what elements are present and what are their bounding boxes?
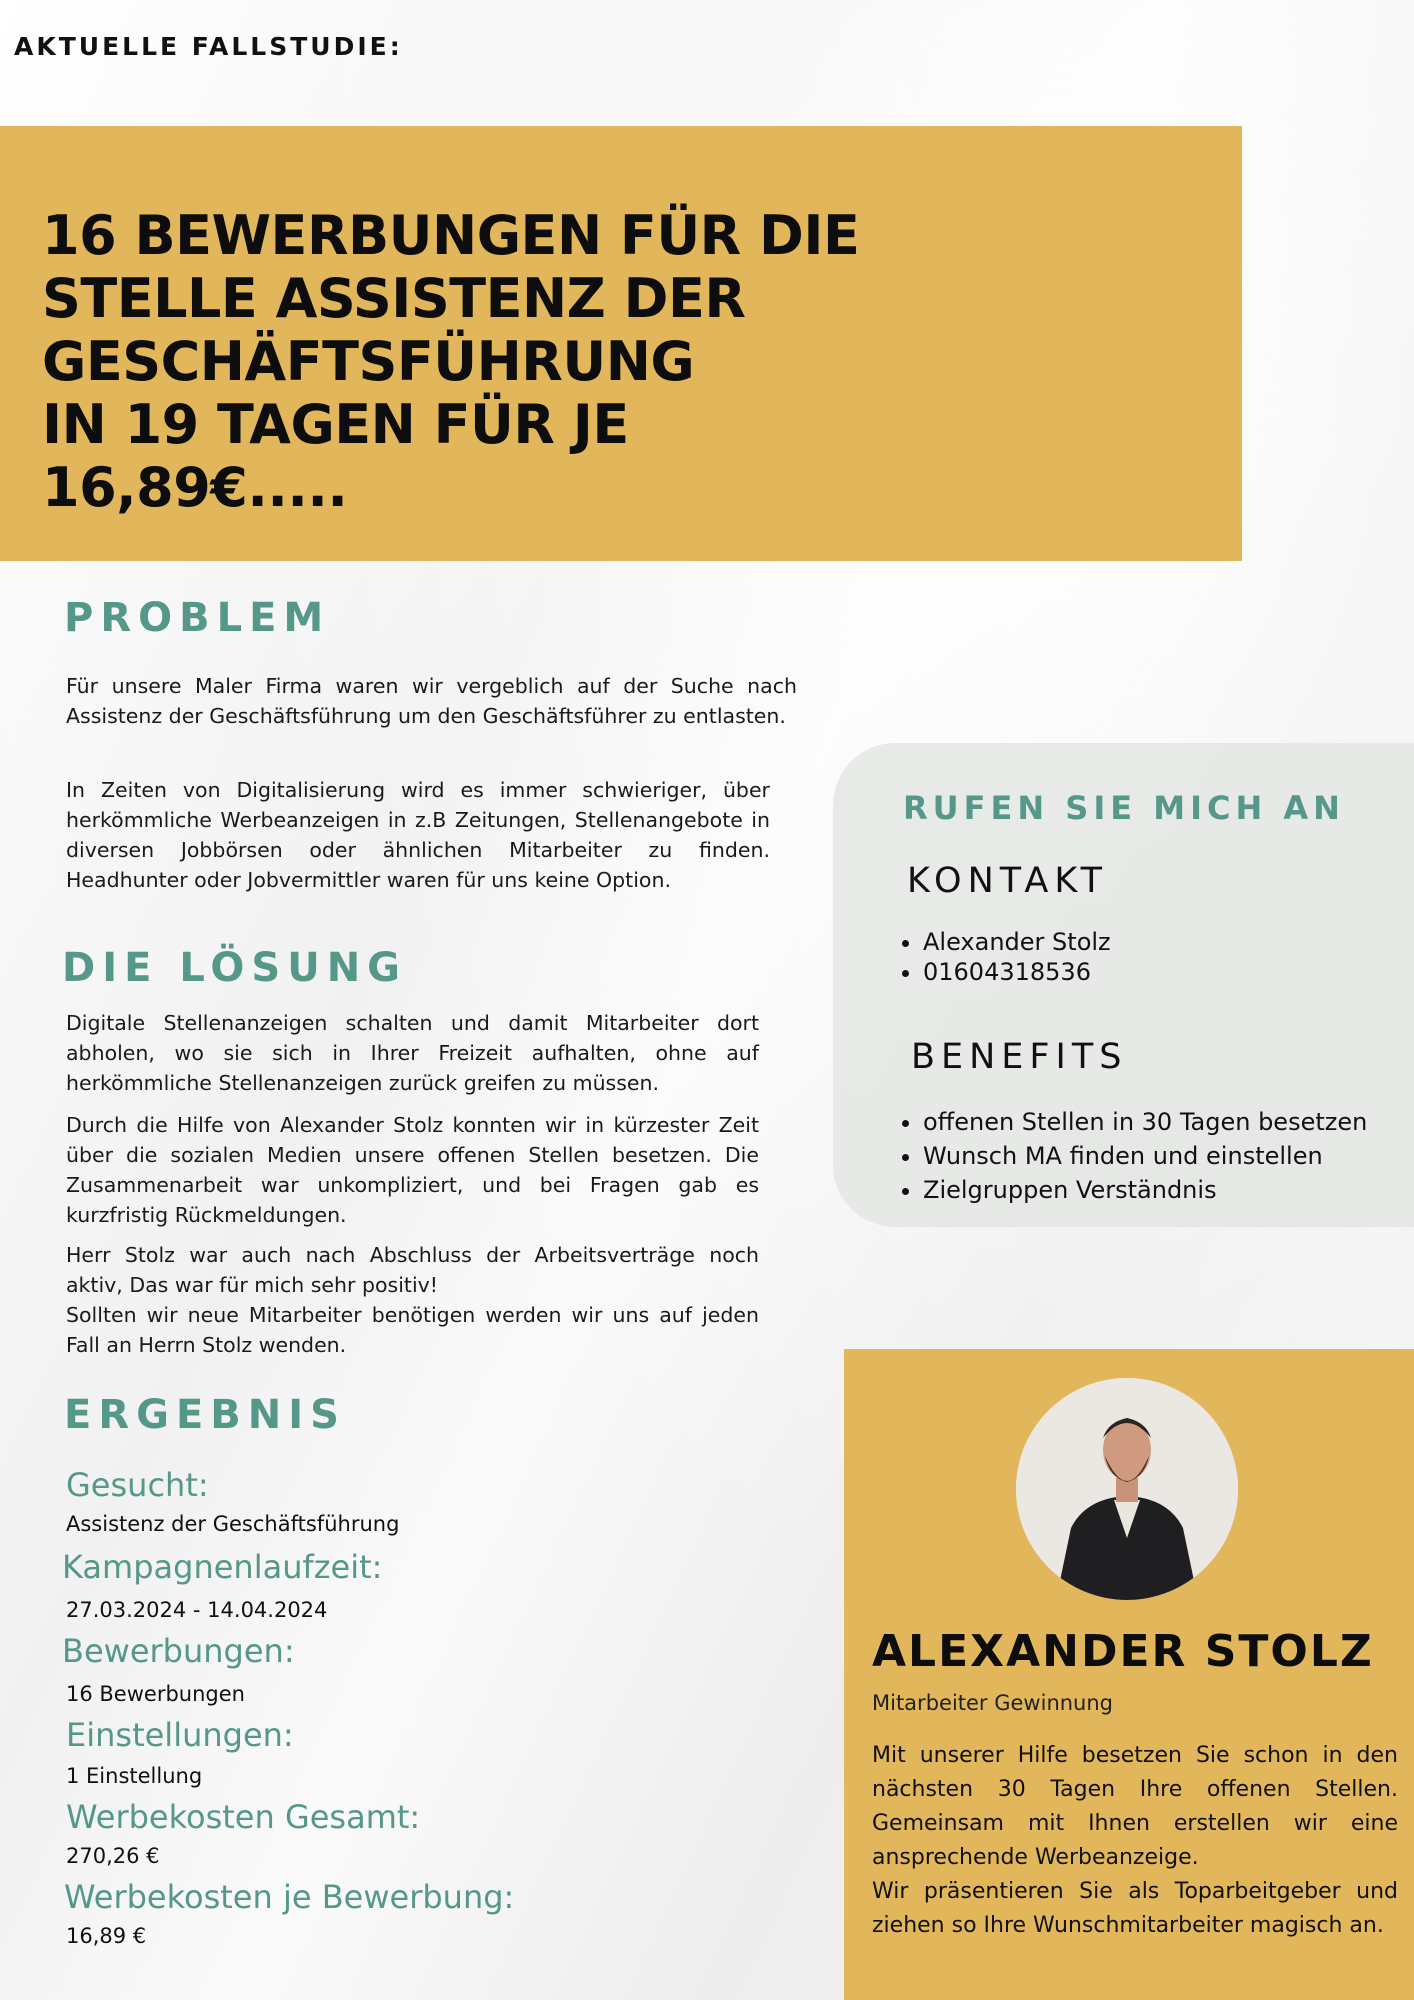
result-heading: ERGEBNIS bbox=[64, 1392, 346, 1438]
solution-paragraph-1: Digitale Stellenanzeigen schalten und damit Mitarbeiter dort abholen, wo sie sich in Ihrer Freizeit aufhalten, ohne auf herkömmliche Stellenanzeigen zurück greifen zu müssen. bbox=[66, 1011, 759, 1095]
contact-title: KONTAKT bbox=[907, 861, 1108, 901]
problem-paragraph-1: Für unsere Maler Firma waren wir vergeblich auf der Suche nach Assistenz der Geschäftsführung um den Geschäftsführer zu entlasten. bbox=[66, 674, 797, 728]
result-value-werbekosten-gesamt: 270,26 € bbox=[66, 1844, 160, 1868]
hero-banner bbox=[0, 126, 1242, 561]
contact-name: • Alexander Stolz bbox=[923, 927, 1111, 957]
benefit-item: • Wunsch MA finden und einstellen bbox=[923, 1139, 1367, 1173]
problem-heading: PROBLEM bbox=[64, 595, 331, 641]
problem-paragraph-2: In Zeiten von Digitalisierung wird es immer schwieriger, über herkömmliche Werbeanzeigen in z.B Zeitungen, Stellenangebote in diversen Jobbörsen oder ähnlichen Mitarbeiter zu finden. Headhunter oder Jobvermittler waren für uns keine Option. bbox=[66, 778, 770, 892]
result-label-werbekosten-je: Werbekosten je Bewerbung: bbox=[64, 1878, 515, 1916]
solution-heading: DIE LÖSUNG bbox=[62, 945, 407, 991]
avatar bbox=[1016, 1378, 1238, 1600]
pre-title: AKTUELLE FALLSTUDIE: bbox=[14, 32, 403, 61]
benefit-item: • Zielgruppen Verständnis bbox=[923, 1173, 1367, 1207]
contact-phone[interactable]: • 01604318536 bbox=[923, 957, 1111, 987]
result-value-einstellungen: 1 Einstellung bbox=[66, 1764, 203, 1788]
result-label-einstellungen: Einstellungen: bbox=[66, 1716, 294, 1754]
profile-description-1: Mit unserer Hilfe besetzen Sie schon in den nächsten 30 Tagen Ihre offenen Stellen. Gemeinsam mit Ihnen erstellen wir eine ansprechende Werbeanzeige. bbox=[872, 1743, 1398, 1870]
contact-card-heading: RUFEN SIE MICH AN bbox=[903, 789, 1345, 827]
result-value-werbekosten-je: 16,89 € bbox=[66, 1924, 147, 1948]
profile-description-2: Wir präsentieren Sie als Toparbeitgeber und ziehen so Ihre Wunschmitarbeiter magisch an. bbox=[872, 1879, 1398, 1938]
profile-card bbox=[844, 1349, 1414, 2000]
profile-name: ALEXANDER STOLZ bbox=[872, 1626, 1374, 1677]
result-label-laufzeit: Kampagnenlaufzeit: bbox=[62, 1548, 383, 1586]
benefits-list bbox=[895, 1105, 1367, 1207]
benefit-item: • offenen Stellen in 30 Tagen besetzen bbox=[923, 1105, 1367, 1139]
solution-paragraph-4: Sollten wir neue Mitarbeiter benötigen werden wir uns auf jeden Fall an Herrn Stolz wenden. bbox=[66, 1303, 759, 1357]
result-label-werbekosten-gesamt: Werbekosten Gesamt: bbox=[66, 1798, 421, 1836]
person-photo-icon bbox=[1016, 1378, 1238, 1600]
contact-list bbox=[895, 927, 1111, 987]
result-value-gesucht: Assistenz der Geschäftsführung bbox=[66, 1512, 400, 1536]
profile-description bbox=[872, 1739, 1398, 1943]
benefits-title: BENEFITS bbox=[911, 1037, 1128, 1077]
solution-paragraph-3: Herr Stolz war auch nach Abschluss der Arbeitsverträge noch aktiv, Das war für mich sehr positiv! bbox=[66, 1243, 759, 1297]
solution-paragraph-2: Durch die Hilfe von Alexander Stolz konnten wir in kürzester Zeit über die sozialen Medien unsere offenen Stellen besetzen. Die Zusammenarbeit war unkompliziert, und bei Fragen gab es kurzfristig Rückmeldungen. bbox=[66, 1113, 759, 1227]
result-value-bewerbungen: 16 Bewerbungen bbox=[66, 1682, 245, 1706]
contact-card bbox=[833, 743, 1414, 1227]
result-label-gesucht: Gesucht: bbox=[66, 1466, 209, 1504]
result-value-laufzeit: 27.03.2024 - 14.04.2024 bbox=[66, 1598, 328, 1622]
profile-role: Mitarbeiter Gewinnung bbox=[872, 1691, 1114, 1715]
hero-title: 16 BEWERBUNGEN FÜR DIE STELLE ASSISTENZ DER GESCHÄFTSFÜHRUNG IN 19 TAGEN FÜR JE 16,89€..... bbox=[42, 204, 860, 519]
result-label-bewerbungen: Bewerbungen: bbox=[62, 1632, 295, 1670]
